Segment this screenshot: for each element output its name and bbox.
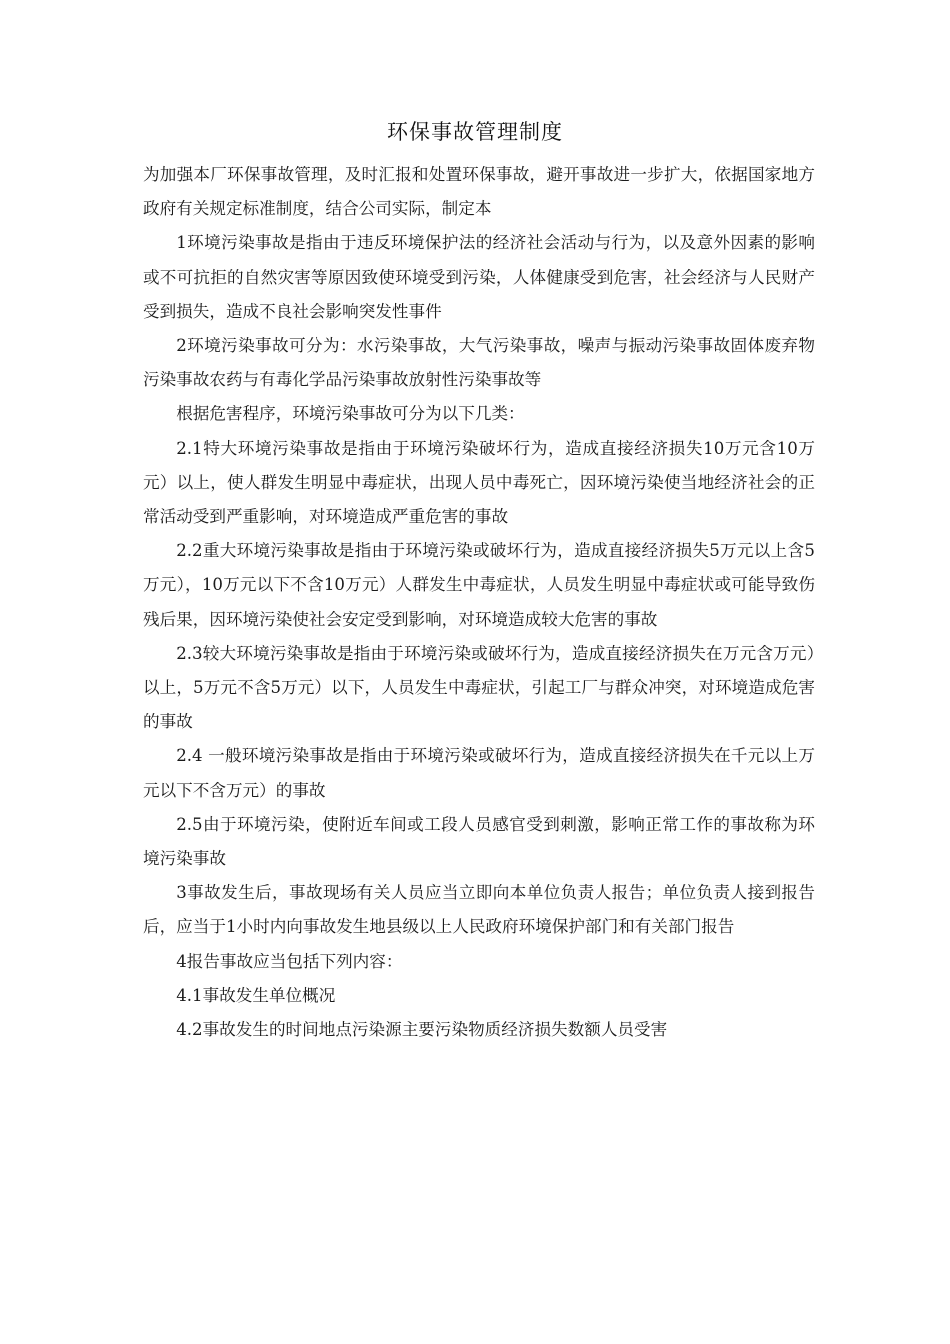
paragraph-4-2: 4.2事故发生的时间地点污染源主要污染物质经济损失数额人员受害 bbox=[176, 1020, 668, 1040]
paragraph-4-report-contents: 4报告事故应当包括下列内容： bbox=[176, 951, 403, 971]
paragraph-2-categories: 2环境污染事故可分为：水污染事故，大气污染事故，噪声与振动污染事故固体废弃物污染事故农药与有毒化学品污染事故放射性污染事故等 bbox=[143, 336, 815, 390]
paragraph-4-1: 4.1事故发生单位概况 bbox=[176, 985, 336, 1005]
paragraph-2-3: 2.3较大环境污染事故是指由于环境污染或破坏行为，造成直接经济损失在万元含万元）以上，5万元不含5万元）以下，人员发生中毒症状，引起工厂与群众冲突，对环境造成危害的事故 bbox=[143, 643, 815, 732]
paragraph-2-4: 2.4 一般环境污染事故是指由于环境污染或破坏行为，造成直接经济损失在千元以上万元以下不含万元）的事故 bbox=[143, 746, 815, 800]
document-title: 环保事故管理制度 bbox=[387, 120, 563, 144]
paragraph-1-definition: 1环境污染事故是指由于违反环境保护法的经济社会活动与行为，以及意外因素的影响或不可抗拒的自然灾害等原因致使环境受到污染，人体健康受到危害，社会经济与人民财产受到损失，造成不良社会影响突发性事件 bbox=[143, 233, 815, 321]
paragraph-2-2: 2.2重大环境污染事故是指由于环境污染或破坏行为，造成直接经济损失5万元以上含5万元），10万元以下不含10万元）人群发生中毒症状，人员发生明显中毒症状或可能导致伤残后果，因环境污染使社会安定受到影响，对环境造成较大危害的事故 bbox=[143, 541, 815, 629]
paragraph-3-reporting: 3事故发生后，事故现场有关人员应当立即向本单位负责人报告；单位负责人接到报告后，应当于1小时内向事故发生地县级以上人民政府环境保护部门和有关部门报告 bbox=[143, 883, 815, 937]
document-body bbox=[143, 158, 815, 1047]
paragraph-severity-intro: 根据危害程序，环境污染事故可分为以下几类： bbox=[176, 404, 525, 424]
paragraph-2-1: 2.1特大环境污染事故是指由于环境污染破坏行为，造成直接经济损失10万元含10万元）以上，使人群发生明显中毒症状，出现人员中毒死亡，因环境污染使当地经济社会的正常活动受到严重影响，对环境造成严重危害的事故 bbox=[143, 438, 815, 527]
paragraph-2-5: 2.5由于环境污染，使附近车间或工段人员感官受到刺激，影响正常工作的事故称为环境污染事故 bbox=[143, 814, 815, 869]
paragraph-intro: 为加强本厂环保事故管理，及时汇报和处置环保事故，避开事故进一步扩大，依据国家地方政府有关规定标准制度，结合公司实际，制定本 bbox=[143, 165, 815, 219]
